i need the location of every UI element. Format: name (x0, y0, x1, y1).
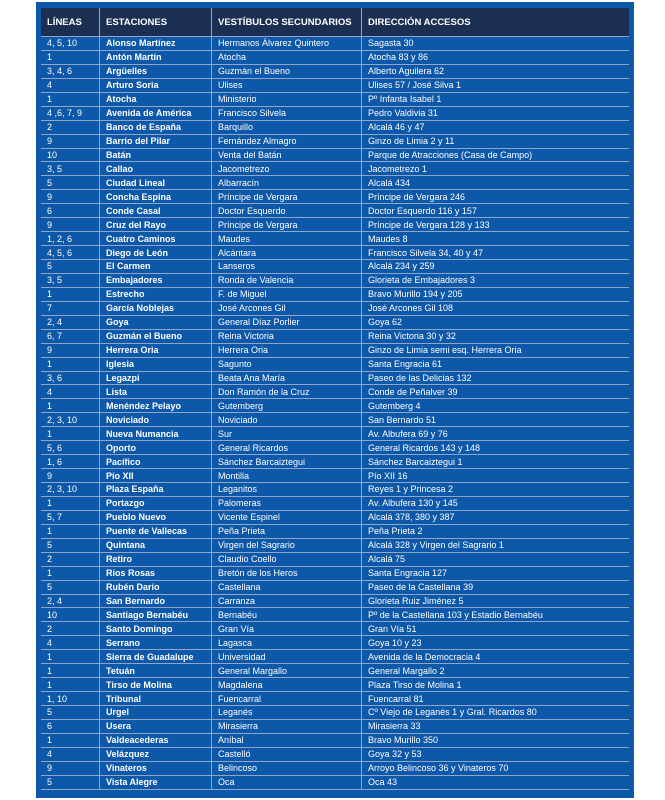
cell-lineas: 5, 6 (41, 441, 100, 455)
cell-estacion: Retiro (100, 553, 212, 567)
cell-estacion: Usera (100, 720, 212, 734)
cell-estacion: Avenida de América (100, 107, 212, 121)
table-row (41, 413, 629, 427)
cell-direccion: Cº Viejo de Leganés 1 y Gral. Ricardos 80 (362, 706, 629, 720)
cell-estacion: Conde Casal (100, 204, 212, 218)
cell-lineas: 4 (41, 636, 100, 650)
cell-direccion: General Ricardos 143 y 148 (362, 441, 629, 455)
cell-lineas: 3, 5 (41, 162, 100, 176)
cell-vestibulo: General Margallo (212, 664, 362, 678)
table-row (41, 734, 629, 748)
cell-direccion: Arroyo Belincoso 36 y Vinateros 70 (362, 762, 629, 776)
table-row (41, 107, 629, 121)
cell-direccion: Ginzo de Limia semi esq. Herrera Oria (362, 344, 629, 358)
cell-estacion: Antón Martín (100, 51, 212, 65)
cell-vestibulo: Ulises (212, 79, 362, 93)
cell-lineas: 10 (41, 149, 100, 163)
cell-estacion: Santo Domingo (100, 622, 212, 636)
cell-lineas: 1 (41, 93, 100, 107)
cell-lineas: 1 (41, 288, 100, 302)
cell-estacion: Vinateros (100, 762, 212, 776)
cell-lineas: 1 (41, 650, 100, 664)
cell-estacion: Serrano (100, 636, 212, 650)
cell-estacion: Lista (100, 385, 212, 399)
table-row (41, 525, 629, 539)
cell-estacion: Santiago Bernabéu (100, 608, 212, 622)
cell-direccion: Alcalá 378, 380 y 387 (362, 511, 629, 525)
cell-vestibulo: Mirasierra (212, 720, 362, 734)
cell-lineas: 5, 7 (41, 511, 100, 525)
cell-lineas: 4 (41, 385, 100, 399)
table-row (41, 762, 629, 776)
cell-direccion: Maudes 8 (362, 232, 629, 246)
cell-vestibulo: Gran Vía (212, 622, 362, 636)
cell-direccion: Ulises 57 / José Silva 1 (362, 79, 629, 93)
table-row (41, 650, 629, 664)
cell-direccion: Reina Victoria 30 y 32 (362, 330, 629, 344)
cell-estacion: Cruz del Rayo (100, 218, 212, 232)
cell-lineas: 2, 3, 10 (41, 483, 100, 497)
table-row (41, 79, 629, 93)
cell-vestibulo: Reina Victoria (212, 330, 362, 344)
cell-vestibulo: Claudio Coello (212, 553, 362, 567)
stations-table (41, 8, 629, 790)
cell-lineas: 1 (41, 734, 100, 748)
cell-estacion: Tirso de Molina (100, 678, 212, 692)
cell-direccion: Plaza Tirso de Molina 1 (362, 678, 629, 692)
cell-vestibulo: Ministerio (212, 93, 362, 107)
cell-vestibulo: Leganitos (212, 483, 362, 497)
cell-vestibulo: Don Ramón de la Cruz (212, 385, 362, 399)
cell-vestibulo: Palomeras (212, 497, 362, 511)
cell-direccion: Santa Engracia 127 (362, 567, 629, 581)
cell-estacion: Puente de Vallecas (100, 525, 212, 539)
cell-lineas: 2 (41, 121, 100, 135)
table-header (41, 8, 629, 37)
table-row (41, 288, 629, 302)
cell-direccion: Conde de Peñalver 39 (362, 385, 629, 399)
cell-vestibulo: Belincoso (212, 762, 362, 776)
cell-vestibulo: Carranza (212, 595, 362, 609)
header-row (41, 8, 629, 37)
cell-vestibulo: Sánchez Barcaiztegui (212, 455, 362, 469)
cell-estacion: Goya (100, 316, 212, 330)
cell-direccion: Alcalá 46 y 47 (362, 121, 629, 135)
table-row (41, 51, 629, 65)
cell-lineas: 9 (41, 762, 100, 776)
cell-direccion: Parque de Atracciones (Casa de Campo) (362, 149, 629, 163)
cell-vestibulo: Príncipe de Vergara (212, 218, 362, 232)
cell-lineas: 2, 4 (41, 595, 100, 609)
cell-direccion: Mirasierra 33 (362, 720, 629, 734)
cell-estacion: Plaza España (100, 483, 212, 497)
cell-direccion: Alcalá 75 (362, 553, 629, 567)
cell-lineas: 3, 6 (41, 372, 100, 386)
table-row (41, 232, 629, 246)
cell-lineas: 5 (41, 539, 100, 553)
table-row (41, 302, 629, 316)
table-row (41, 441, 629, 455)
cell-lineas: 5 (41, 581, 100, 595)
cell-lineas: 4 (41, 79, 100, 93)
cell-vestibulo: Oca (212, 776, 362, 790)
cell-estacion: Noviciado (100, 413, 212, 427)
cell-estacion: Tribunal (100, 692, 212, 706)
table-row (41, 608, 629, 622)
cell-estacion: Alonso Martínez (100, 37, 212, 51)
cell-direccion: Bravo Murillo 350 (362, 734, 629, 748)
cell-estacion: Embajadores (100, 274, 212, 288)
cell-direccion: Oca 43 (362, 776, 629, 790)
cell-lineas: 4 ,6, 7, 9 (41, 107, 100, 121)
cell-estacion: Ríos Rosas (100, 567, 212, 581)
cell-lineas: 2 (41, 553, 100, 567)
cell-direccion: José Arcones Gil 108 (362, 302, 629, 316)
table-row (41, 218, 629, 232)
table-row (41, 539, 629, 553)
cell-lineas: 9 (41, 190, 100, 204)
table-row (41, 483, 629, 497)
cell-direccion: Av. Albufera 69 y 76 (362, 427, 629, 441)
cell-vestibulo: Virgen del Sagrario (212, 539, 362, 553)
cell-direccion: Alberto Aguilera 62 (362, 65, 629, 79)
cell-direccion: Alcalá 434 (362, 176, 629, 190)
cell-estacion: Pío XII (100, 469, 212, 483)
table-row (41, 372, 629, 386)
table-row (41, 246, 629, 260)
cell-vestibulo: Atocha (212, 51, 362, 65)
cell-lineas: 1 (41, 525, 100, 539)
cell-direccion: Av. Albufera 130 y 145 (362, 497, 629, 511)
cell-estacion: Iglesia (100, 358, 212, 372)
cell-vestibulo: Jacometrezo (212, 162, 362, 176)
table-row (41, 469, 629, 483)
stations-table-panel (36, 2, 634, 798)
table-row (41, 706, 629, 720)
cell-estacion: Valdeacederas (100, 734, 212, 748)
cell-lineas: 9 (41, 344, 100, 358)
cell-direccion: Príncipe de Vergara 246 (362, 190, 629, 204)
cell-direccion: Reyes 1 y Princesa 2 (362, 483, 629, 497)
cell-vestibulo: Hermanos Álvarez Quintero (212, 37, 362, 51)
cell-estacion: Atocha (100, 93, 212, 107)
cell-vestibulo: Peña Prieta (212, 525, 362, 539)
cell-direccion: Goya 32 y 53 (362, 748, 629, 762)
table-row (41, 260, 629, 274)
cell-estacion: Diego de León (100, 246, 212, 260)
table-row (41, 385, 629, 399)
cell-estacion: Nueva Numancia (100, 427, 212, 441)
cell-vestibulo: Barquillo (212, 121, 362, 135)
cell-estacion: Batán (100, 149, 212, 163)
cell-estacion: Oporto (100, 441, 212, 455)
table-row (41, 748, 629, 762)
cell-estacion: Estrecho (100, 288, 212, 302)
table-row (41, 149, 629, 163)
cell-lineas: 4 (41, 748, 100, 762)
table-row (41, 121, 629, 135)
cell-estacion: Portazgo (100, 497, 212, 511)
cell-vestibulo: Venta del Batán (212, 149, 362, 163)
header-vestibulos: VESTÍBULOS SECUNDARIOS (212, 8, 362, 37)
header-direccion: DIRECCIÓN ACCESOS (362, 8, 629, 37)
table-row (41, 497, 629, 511)
cell-lineas: 1, 6 (41, 455, 100, 469)
cell-direccion: Gran Vía 51 (362, 622, 629, 636)
cell-direccion: Fuencarral 81 (362, 692, 629, 706)
cell-lineas: 1 (41, 358, 100, 372)
cell-direccion: Santa Engracia 61 (362, 358, 629, 372)
cell-lineas: 6, 7 (41, 330, 100, 344)
table-row (41, 358, 629, 372)
cell-estacion: Legazpi (100, 372, 212, 386)
cell-vestibulo: Fuencarral (212, 692, 362, 706)
cell-vestibulo: Ronda de Valencia (212, 274, 362, 288)
cell-direccion: Alcalá 234 y 259 (362, 260, 629, 274)
cell-direccion: Sagasta 30 (362, 37, 629, 51)
cell-vestibulo: Albarracín (212, 176, 362, 190)
cell-direccion: Bravo Murillo 194 y 205 (362, 288, 629, 302)
cell-direccion: Pío XII 16 (362, 469, 629, 483)
cell-vestibulo: Francisco Silvela (212, 107, 362, 121)
cell-lineas: 9 (41, 135, 100, 149)
cell-lineas: 4, 5, 10 (41, 37, 100, 51)
cell-lineas: 1 (41, 567, 100, 581)
cell-vestibulo: General Ricardos (212, 441, 362, 455)
cell-vestibulo: Beata Ana María (212, 372, 362, 386)
table-row (41, 37, 629, 51)
table-row (41, 93, 629, 107)
cell-lineas: 3, 4, 6 (41, 65, 100, 79)
table-row (41, 692, 629, 706)
cell-direccion: Goya 62 (362, 316, 629, 330)
cell-lineas: 1 (41, 664, 100, 678)
cell-vestibulo: Gutemberg (212, 399, 362, 413)
cell-estacion: Sierra de Guadalupe (100, 650, 212, 664)
cell-lineas: 1 (41, 51, 100, 65)
table-row (41, 316, 629, 330)
cell-vestibulo: Leganés (212, 706, 362, 720)
cell-lineas: 4, 5, 6 (41, 246, 100, 260)
cell-lineas: 9 (41, 218, 100, 232)
cell-vestibulo: Lagasca (212, 636, 362, 650)
cell-estacion: Callao (100, 162, 212, 176)
cell-vestibulo: Montilla (212, 469, 362, 483)
table-row (41, 664, 629, 678)
cell-lineas: 3, 5 (41, 274, 100, 288)
table-row (41, 511, 629, 525)
cell-lineas: 1 (41, 678, 100, 692)
cell-vestibulo: Magdalena (212, 678, 362, 692)
cell-vestibulo: Lanseros (212, 260, 362, 274)
table-row (41, 553, 629, 567)
cell-vestibulo: Bernabéu (212, 608, 362, 622)
table-row (41, 135, 629, 149)
cell-vestibulo: Vicente Espinel (212, 511, 362, 525)
cell-vestibulo: Herrera Oria (212, 344, 362, 358)
cell-lineas: 5 (41, 706, 100, 720)
cell-estacion: Argüelles (100, 65, 212, 79)
cell-estacion: Arturo Soria (100, 79, 212, 93)
table-row (41, 330, 629, 344)
cell-lineas: 2 (41, 622, 100, 636)
cell-vestibulo: Aníbal (212, 734, 362, 748)
table-row (41, 567, 629, 581)
cell-lineas: 5 (41, 176, 100, 190)
cell-lineas: 10 (41, 608, 100, 622)
cell-vestibulo: Castelló (212, 748, 362, 762)
cell-direccion: Príncipe de Vergara 128 y 133 (362, 218, 629, 232)
header-estaciones: ESTACIONES (100, 8, 212, 37)
table-row (41, 595, 629, 609)
cell-lineas: 1 (41, 399, 100, 413)
cell-estacion: Ciudad Lineal (100, 176, 212, 190)
cell-vestibulo: Maudes (212, 232, 362, 246)
cell-direccion: Goya 10 y 23 (362, 636, 629, 650)
cell-direccion: Paseo de la Castellana 39 (362, 581, 629, 595)
table-row (41, 427, 629, 441)
cell-estacion: Guzmán el Bueno (100, 330, 212, 344)
cell-direccion: Avenida de la Democracia 4 (362, 650, 629, 664)
table-row (41, 720, 629, 734)
cell-vestibulo: Fernández Almagro (212, 135, 362, 149)
cell-lineas: 1, 10 (41, 692, 100, 706)
cell-direccion: Peña Prieta 2 (362, 525, 629, 539)
cell-direccion: Jacometrezo 1 (362, 162, 629, 176)
cell-estacion: Pueblo Nuevo (100, 511, 212, 525)
cell-estacion: García Noblejas (100, 302, 212, 316)
cell-lineas: 5 (41, 260, 100, 274)
cell-direccion: Alcalá 328 y Virgen del Sagrario 1 (362, 539, 629, 553)
cell-lineas: 6 (41, 720, 100, 734)
cell-lineas: 7 (41, 302, 100, 316)
cell-estacion: Herrera Oria (100, 344, 212, 358)
cell-direccion: Paseo de las Delicias 132 (362, 372, 629, 386)
cell-direccion: Pº Infanta Isabel 1 (362, 93, 629, 107)
cell-lineas: 1 (41, 497, 100, 511)
cell-estacion: Menéndez Pelayo (100, 399, 212, 413)
cell-vestibulo: General Díaz Porlier (212, 316, 362, 330)
table-row (41, 581, 629, 595)
cell-lineas: 1 (41, 427, 100, 441)
cell-direccion: Pº de la Castellana 103 y Estadio Bernabéu (362, 608, 629, 622)
cell-lineas: 9 (41, 469, 100, 483)
cell-vestibulo: Alcántara (212, 246, 362, 260)
table-row (41, 776, 629, 790)
cell-estacion: Quintana (100, 539, 212, 553)
cell-estacion: Velázquez (100, 748, 212, 762)
cell-direccion: Glorieta Ruiz Jiménez 5 (362, 595, 629, 609)
cell-direccion: Francisco Silvela 34, 40 y 47 (362, 246, 629, 260)
cell-direccion: Gutemberg 4 (362, 399, 629, 413)
table-row (41, 162, 629, 176)
cell-direccion: General Margallo 2 (362, 664, 629, 678)
table-row (41, 344, 629, 358)
table-row (41, 176, 629, 190)
cell-direccion: San Bernardo 51 (362, 413, 629, 427)
cell-lineas: 1, 2, 6 (41, 232, 100, 246)
cell-vestibulo: F. de Miguel (212, 288, 362, 302)
cell-lineas: 5 (41, 776, 100, 790)
table-row (41, 622, 629, 636)
table-row (41, 636, 629, 650)
table-row (41, 204, 629, 218)
cell-vestibulo: Sur (212, 427, 362, 441)
cell-vestibulo: Bretón de los Heros (212, 567, 362, 581)
cell-lineas: 2, 4 (41, 316, 100, 330)
table-row (41, 399, 629, 413)
table-row (41, 455, 629, 469)
table-row (41, 65, 629, 79)
cell-lineas: 2, 3, 10 (41, 413, 100, 427)
cell-direccion: Pedro Valdivia 31 (362, 107, 629, 121)
cell-direccion: Sánchez Barcaiztegui 1 (362, 455, 629, 469)
cell-vestibulo: Príncipe de Vergara (212, 190, 362, 204)
table-row (41, 678, 629, 692)
cell-vestibulo: Guzmán el Bueno (212, 65, 362, 79)
cell-estacion: Barrio del Pilar (100, 135, 212, 149)
cell-direccion: Glorieta de Embajadores 3 (362, 274, 629, 288)
cell-direccion: Ginzo de Limia 2 y 11 (362, 135, 629, 149)
cell-estacion: Banco de España (100, 121, 212, 135)
header-lineas: LÍNEAS (41, 8, 100, 37)
table-row (41, 274, 629, 288)
cell-estacion: Concha Espina (100, 190, 212, 204)
cell-estacion: Tetuán (100, 664, 212, 678)
cell-direccion: Atocha 83 y 86 (362, 51, 629, 65)
cell-vestibulo: Doctor Esquerdo (212, 204, 362, 218)
cell-vestibulo: Noviciado (212, 413, 362, 427)
cell-estacion: San Bernardo (100, 595, 212, 609)
cell-lineas: 6 (41, 204, 100, 218)
table-body (41, 37, 629, 790)
cell-estacion: Cuatro Caminos (100, 232, 212, 246)
cell-direccion: Doctor Esquerdo 116 y 157 (362, 204, 629, 218)
cell-estacion: Pacífico (100, 455, 212, 469)
cell-vestibulo: Castellana (212, 581, 362, 595)
cell-vestibulo: José Arcones Gil (212, 302, 362, 316)
table-row (41, 190, 629, 204)
cell-estacion: El Carmen (100, 260, 212, 274)
cell-estacion: Vista Alegre (100, 776, 212, 790)
cell-estacion: Rubén Darío (100, 581, 212, 595)
cell-vestibulo: Sagunto (212, 358, 362, 372)
cell-vestibulo: Universidad (212, 650, 362, 664)
cell-estacion: Urgel (100, 706, 212, 720)
